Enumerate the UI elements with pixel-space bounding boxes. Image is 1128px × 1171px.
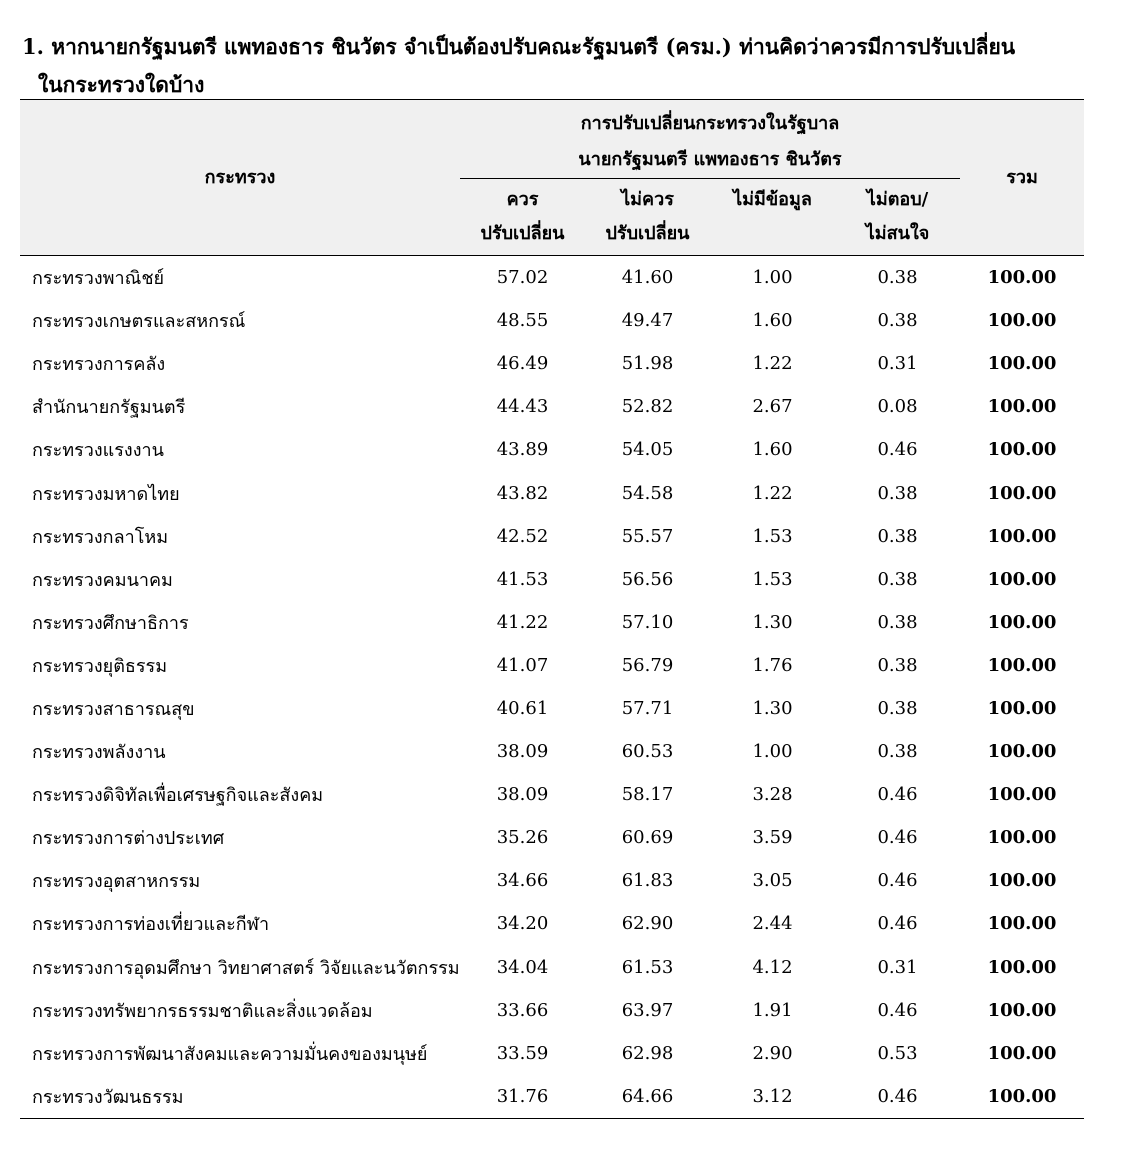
no-answer-value: 0.46 bbox=[877, 913, 918, 935]
total-value: 100.00 bbox=[987, 654, 1057, 676]
table-row bbox=[20, 515, 1084, 558]
total-value: 100.00 bbox=[987, 525, 1057, 547]
table-row bbox=[20, 902, 1084, 945]
header-group bbox=[460, 100, 960, 179]
ministry-name: กระทรวงแรงงาน bbox=[32, 440, 164, 462]
table-row bbox=[20, 687, 1084, 730]
should-not-change-value: 58.17 bbox=[621, 784, 674, 806]
should-change-value: 42.52 bbox=[496, 525, 549, 547]
ministry-name: กระทรวงการพัฒนาสังคมและความมั่นคงของมนุษย์ bbox=[32, 1043, 428, 1065]
no-info-value: 1.76 bbox=[752, 654, 793, 676]
no-info-value: 1.30 bbox=[752, 611, 793, 633]
ministry-name: กระทรวงการคลัง bbox=[32, 354, 166, 376]
total-value: 100.00 bbox=[987, 1042, 1057, 1064]
question-title-line1: 1. หากนายกรัฐมนตรี แพทองธาร ชินวัตร จำเป็นต้องปรับคณะรัฐมนตรี (ครม.) ท่านคิดว่าควรมีการปรับเปลี่ยน bbox=[22, 34, 1016, 59]
no-info-value: 3.12 bbox=[710, 1075, 835, 1119]
should-change-value: 31.76 bbox=[460, 1075, 585, 1119]
no-info-value: 3.05 bbox=[752, 870, 793, 892]
ministry-name: กระทรวงยุติธรรม bbox=[32, 655, 168, 677]
no-answer-value: 0.31 bbox=[877, 353, 918, 375]
no-info-value: 1.22 bbox=[752, 353, 793, 375]
no-info-value: 2.67 bbox=[752, 396, 793, 418]
total-value: 100.00 bbox=[987, 396, 1057, 418]
ministry-name: กระทรวงกลาโหม bbox=[32, 526, 169, 548]
no-info-value: 3.59 bbox=[752, 827, 793, 849]
should-not-change-value: 60.53 bbox=[621, 741, 674, 763]
total-value: 100.00 bbox=[960, 1075, 1084, 1119]
no-info-value: 4.12 bbox=[752, 956, 793, 978]
header-no-answer-line1: ไม่ตอบ/ bbox=[866, 189, 929, 210]
ministry-name: กระทรวงทรัพยากรธรรมชาติและสิ่งแวดล้อม bbox=[32, 1000, 373, 1022]
total-value: 100.00 bbox=[987, 827, 1057, 849]
total-value: 100.00 bbox=[987, 353, 1057, 375]
should-change-value: 34.66 bbox=[496, 870, 549, 892]
table-row bbox=[20, 385, 1084, 428]
should-not-change-value: 60.69 bbox=[621, 827, 674, 849]
should-not-change-value: 64.66 bbox=[585, 1075, 710, 1119]
no-info-value: 2.90 bbox=[752, 1042, 793, 1064]
no-answer-value: 0.31 bbox=[877, 956, 918, 978]
should-change-value: 38.09 bbox=[496, 784, 549, 806]
total-value: 100.00 bbox=[987, 999, 1057, 1021]
header-total: รวม bbox=[960, 100, 1084, 256]
header-ministry: กระทรวง bbox=[20, 100, 460, 256]
should-change-value: 40.61 bbox=[496, 697, 549, 719]
should-change-value: 34.04 bbox=[496, 956, 549, 978]
total-value: 100.00 bbox=[987, 267, 1057, 289]
no-answer-value: 0.46 bbox=[877, 827, 918, 849]
should-change-value: 41.07 bbox=[496, 654, 549, 676]
no-info-value: 1.00 bbox=[752, 741, 793, 763]
ministry-name: กระทรวงพาณิชย์ bbox=[32, 268, 165, 290]
no-answer-value: 0.38 bbox=[877, 525, 918, 547]
table-row bbox=[20, 342, 1084, 385]
question-title bbox=[22, 28, 1102, 104]
table-row bbox=[20, 299, 1084, 342]
question-title-line2: ในกระทรวงใดบ้าง bbox=[38, 72, 205, 97]
table-body bbox=[20, 256, 1084, 1119]
should-not-change-value: 52.82 bbox=[621, 396, 674, 418]
should-not-change-value: 57.71 bbox=[621, 697, 674, 719]
table-row bbox=[20, 1032, 1084, 1075]
header-group-line2: นายกรัฐมนตรี แพทองธาร ชินวัตร bbox=[578, 149, 842, 170]
should-not-change-value: 51.98 bbox=[621, 353, 674, 375]
header-no-answer-line2: ไม่สนใจ bbox=[865, 223, 930, 244]
table-row bbox=[20, 946, 1084, 989]
no-info-value: 1.53 bbox=[752, 525, 793, 547]
ministry-name: กระทรวงคมนาคม bbox=[32, 569, 173, 591]
no-info-value: 1.60 bbox=[752, 310, 793, 332]
total-value: 100.00 bbox=[987, 784, 1057, 806]
no-info-value: 1.22 bbox=[752, 482, 793, 504]
table-row bbox=[20, 773, 1084, 816]
should-not-change-value: 63.97 bbox=[621, 999, 674, 1021]
ministry-name: กระทรวงการท่องเที่ยวและกีฬา bbox=[32, 914, 270, 936]
results-table bbox=[20, 99, 1084, 1119]
should-change-value: 41.53 bbox=[496, 568, 549, 590]
header-should-not-change bbox=[585, 179, 710, 256]
should-change-value: 46.49 bbox=[496, 353, 549, 375]
table-row bbox=[20, 644, 1084, 687]
header-should-change-line2: ปรับเปลี่ยน bbox=[480, 223, 565, 244]
no-info-value: 1.00 bbox=[752, 267, 793, 289]
no-answer-value: 0.38 bbox=[877, 654, 918, 676]
total-value: 100.00 bbox=[987, 697, 1057, 719]
should-change-value: 57.02 bbox=[496, 267, 549, 289]
no-answer-value: 0.46 bbox=[877, 439, 918, 461]
no-info-value: 3.28 bbox=[752, 784, 793, 806]
table-row bbox=[20, 859, 1084, 902]
ministry-name: กระทรวงการอุดมศึกษา วิทยาศาสตร์ วิจัยและนวัตกรรม bbox=[32, 957, 460, 979]
total-value: 100.00 bbox=[987, 568, 1057, 590]
total-value: 100.00 bbox=[987, 870, 1057, 892]
should-change-value: 48.55 bbox=[496, 310, 549, 332]
should-not-change-value: 54.05 bbox=[621, 439, 674, 461]
header-no-info bbox=[710, 179, 835, 256]
total-value: 100.00 bbox=[987, 956, 1057, 978]
ministry-name: กระทรวงศึกษาธิการ bbox=[32, 612, 189, 634]
should-not-change-value: 56.79 bbox=[621, 654, 674, 676]
total-value: 100.00 bbox=[987, 310, 1057, 332]
should-change-value: 38.09 bbox=[496, 741, 549, 763]
ministry-name: กระทรวงเกษตรและสหกรณ์ bbox=[32, 311, 246, 333]
no-answer-value: 0.38 bbox=[877, 611, 918, 633]
should-not-change-value: 55.57 bbox=[621, 525, 674, 547]
no-answer-value: 0.38 bbox=[877, 697, 918, 719]
table-row bbox=[20, 989, 1084, 1032]
no-info-value: 1.91 bbox=[752, 999, 793, 1021]
total-value: 100.00 bbox=[987, 482, 1057, 504]
header-no-answer bbox=[835, 179, 960, 256]
header-should-change-line1: ควร bbox=[506, 189, 539, 210]
table-row bbox=[20, 428, 1084, 471]
table-row bbox=[20, 601, 1084, 644]
no-answer-value: 0.38 bbox=[877, 568, 918, 590]
no-answer-value: 0.38 bbox=[877, 310, 918, 332]
no-info-value: 1.60 bbox=[752, 439, 793, 461]
no-answer-value: 0.38 bbox=[877, 267, 918, 289]
no-answer-value: 0.38 bbox=[877, 741, 918, 763]
table-header bbox=[20, 100, 1084, 256]
should-change-value: 41.22 bbox=[496, 611, 549, 633]
no-answer-value: 0.46 bbox=[877, 999, 918, 1021]
ministry-name: กระทรวงอุตสาหกรรม bbox=[32, 871, 201, 893]
no-info-value: 1.53 bbox=[752, 568, 793, 590]
ministry-name: กระทรวงดิจิทัลเพื่อเศรษฐกิจและสังคม bbox=[32, 785, 324, 807]
should-change-value: 33.59 bbox=[496, 1042, 549, 1064]
should-not-change-value: 62.98 bbox=[621, 1042, 674, 1064]
ministry-name: กระทรวงวัฒนธรรม bbox=[20, 1075, 460, 1119]
no-info-value: 2.44 bbox=[752, 913, 793, 935]
header-should-change bbox=[460, 179, 585, 256]
should-not-change-value: 61.53 bbox=[621, 956, 674, 978]
should-not-change-value: 61.83 bbox=[621, 870, 674, 892]
table-row bbox=[20, 256, 1084, 300]
should-change-value: 43.89 bbox=[496, 439, 549, 461]
no-answer-value: 0.08 bbox=[877, 396, 918, 418]
header-should-not-change-line2: ปรับเปลี่ยน bbox=[605, 223, 690, 244]
header-no-info-line1: ไม่มีข้อมูล bbox=[733, 189, 812, 210]
header-group-line1: การปรับเปลี่ยนกระทรวงในรัฐบาล bbox=[580, 113, 840, 134]
no-info-value: 1.30 bbox=[752, 697, 793, 719]
should-not-change-value: 41.60 bbox=[621, 267, 674, 289]
total-value: 100.00 bbox=[987, 439, 1057, 461]
header-should-not-change-line1: ไม่ควร bbox=[621, 189, 674, 210]
should-not-change-value: 49.47 bbox=[621, 310, 674, 332]
no-answer-value: 0.53 bbox=[877, 1042, 918, 1064]
total-value: 100.00 bbox=[987, 913, 1057, 935]
should-not-change-value: 56.56 bbox=[621, 568, 674, 590]
table-row bbox=[20, 1075, 1084, 1119]
should-change-value: 33.66 bbox=[496, 999, 549, 1021]
ministry-name: กระทรวงพลังงาน bbox=[32, 742, 166, 764]
no-answer-value: 0.46 bbox=[877, 870, 918, 892]
table-row bbox=[20, 730, 1084, 773]
should-change-value: 44.43 bbox=[496, 396, 549, 418]
ministry-name: กระทรวงการต่างประเทศ bbox=[32, 828, 225, 850]
ministry-name: กระทรวงมหาดไทย bbox=[32, 483, 180, 505]
no-answer-value: 0.46 bbox=[877, 784, 918, 806]
total-value: 100.00 bbox=[987, 741, 1057, 763]
should-not-change-value: 57.10 bbox=[621, 611, 674, 633]
no-answer-value: 0.46 bbox=[835, 1075, 960, 1119]
no-answer-value: 0.38 bbox=[877, 482, 918, 504]
should-change-value: 35.26 bbox=[496, 827, 549, 849]
table-row bbox=[20, 816, 1084, 859]
table-row bbox=[20, 471, 1084, 514]
total-value: 100.00 bbox=[987, 611, 1057, 633]
ministry-name: สำนักนายกรัฐมนตรี bbox=[32, 397, 186, 419]
should-not-change-value: 54.58 bbox=[621, 482, 674, 504]
should-not-change-value: 62.90 bbox=[621, 913, 674, 935]
should-change-value: 34.20 bbox=[496, 913, 549, 935]
ministry-name: กระทรวงสาธารณสุข bbox=[32, 698, 195, 720]
should-change-value: 43.82 bbox=[496, 482, 549, 504]
table-row bbox=[20, 558, 1084, 601]
